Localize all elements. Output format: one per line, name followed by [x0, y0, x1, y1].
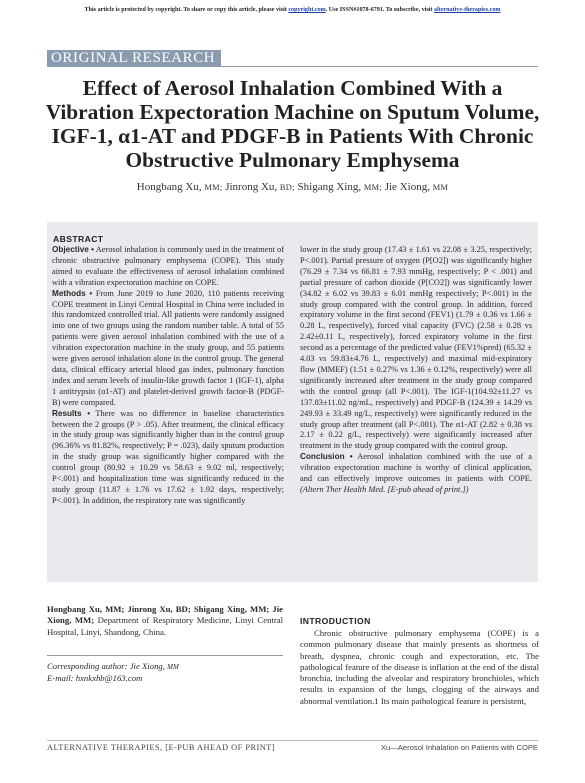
introduction-heading: INTRODUCTION	[300, 616, 371, 626]
results-text: There was no difference in baseline characteristics between the 2 groups (P > .05). After treatment, the clinical efficacy in the study group was significantly higher than in the control group (96.36% vs 81.82%, respectively; P = .023), daily sputum production in the study group was significantly higher compared with the control group (80.92 ± 10.29 vs 58.63 ± 9.02 ml, respectively; P<.001) and hospitalization time was significantly reduced in the study group (11.87 ± 1.76 vs 17.62 ± 1.92 days, respectively; P<.001). In addition, the respiratory rate was significantly	[52, 408, 285, 505]
abstract-conclusion	[300, 452, 532, 496]
citation: (Altern Ther Health Med. [E-pub ahead of print.])	[300, 484, 469, 494]
methods-label: Methods •	[52, 288, 93, 298]
abstract-results-continued: lower in the study group (17.43 ± 1.61 vs 22.08 ± 3.25, respectively; P<.001). Partial pressure of oxygen (P[O2]) was significantly higher (76.29 ± 7.34 vs 66.81 ± 7.93 mmHg, respectively; P < .001) and partial pressure of carbon dioxide (P[CO2]) was significantly lower (34.82 ± 6.02 vs 39.83 ± 6.01 mmHg respectively; P<.001) in the study group compared with the control group. In addition, forced expiratory volume in the first second (FEV1) (1.79 ± 0.36 vs 1.66 ± 0.28 L, respectively), forced vital capacity (FVC) (2.58 ± 0.28 vs 2.42±0.11 L, respectively), forced expiratory volume in the first second as a percentage of the predicted value (FEV1%pred) (65.32 ± 4.03 vs 59.83±4.76 L, respectively) and maximal mid-expiratory flow (MMEF) (1.51 ± 0.27% vs 1.36 ± 0.12%, respectively) were all significantly increased after treatment in the study group compared with the control group (all P<.001). The IGF-1(104.92±11.27 vs 137.83±11.02 ng/mL, respectively) and PDGF-B (124.39 ± 14.29 vs 249.93 ± 33.49 ng/L, respectively) were significantly reduced in the study group after treatment (all P<.001). The α1-AT (2.82 ± 0.38 vs 2.17 ± 0.22 g/L, respectively) were significantly increased after treatment in the study group compared with the control group.	[300, 245, 532, 451]
section-label: ORIGINAL RESEARCH	[47, 50, 221, 67]
corresponding-name: Jie Xiong,	[129, 661, 165, 671]
affiliation-text: Department of Respiratory Medicine, Linyi Central Hospital, Linyi, Shandong, China.	[47, 615, 283, 637]
abstract-objective	[52, 245, 284, 289]
author-name: Hongbang Xu,	[136, 181, 202, 193]
copyright-banner	[0, 7, 585, 13]
corresponding-author	[47, 661, 283, 673]
article-title: Effect of Aerosol Inhalation Combined With a Vibration Expectoration Machine on Sputum Volume, IGF-1, α1-AT and PDGF-B in Patients With Chronic Obstructive Pulmonary Emphysema	[45, 76, 540, 172]
author-degree: BD;	[279, 183, 295, 192]
results-label: Results •	[52, 408, 91, 418]
objective-label: Objective •	[52, 245, 95, 254]
author-degree: MM;	[363, 183, 382, 192]
author-line	[0, 181, 585, 193]
banner-text: This article is protected by copyright. To share or copy this article, please visit	[84, 7, 287, 13]
corresponding-label: Corresponding author:	[47, 661, 128, 671]
abstract-column-right	[300, 245, 532, 496]
corresponding-degree: MM	[167, 663, 179, 671]
copyright-link[interactable]: copyright.com	[288, 7, 326, 13]
conclusion-label: Conclusion •	[300, 452, 353, 462]
author-degree: MM;	[204, 183, 223, 192]
abstract-methods	[52, 289, 284, 409]
introduction-text: Chronic obstructive pulmonary emphysema (COPE) is a common pulmonary disease that mainly presents as shortness of breath, dyspnea, chronic cough and expectoration, etc. The pathological feature of the disease is inflation at the end of the distal bronchia, including the alveolar and respiratory bronchioles, which results in expansion of the lungs, clogging of the airways and abnormal ventilation.1 Its main pathological feature is persistent,	[300, 628, 539, 706]
author-degree: MM	[432, 183, 449, 192]
banner-text-2: . Use ISSN#1078-6791. To subscribe, visit	[325, 7, 433, 13]
objective-text: Aerosol inhalation is commonly used in the treatment of chronic obstructive pulmonary emphysema (COPE). This study aimed to evaluate the effectiveness of aerosol inhalation combined with a vibration expectoration machine on COPE.	[52, 245, 284, 287]
footer-journal: ALTERNATIVE THERAPIES, [E-PUB AHEAD OF PRINT]	[47, 743, 276, 752]
abstract-column-left	[52, 245, 284, 507]
abstract-results	[52, 409, 284, 507]
affiliation	[47, 604, 283, 638]
author-name: Jinrong Xu,	[225, 181, 278, 193]
footer-rule	[47, 740, 538, 741]
correspondence	[47, 661, 283, 684]
affiliation-divider	[47, 655, 283, 656]
subscribe-link[interactable]: alternative-therapies.com	[433, 7, 501, 13]
corresponding-email: E-mail: hxnkxhb@163.com	[47, 673, 143, 684]
abstract-heading: ABSTRACT	[53, 234, 104, 244]
footer-running-head: Xu—Aerosol Inhalation on Patients with COPE	[380, 743, 538, 752]
affiliation-authors: Hongbang Xu, MM; Jinrong Xu, BD; Shigang Xing, MM; Jie Xiong, MM;	[47, 604, 283, 626]
section-rule	[47, 66, 538, 67]
author-name: Jie Xiong,	[384, 181, 430, 193]
author-name: Shigang Xing,	[297, 181, 362, 193]
conclusion-text: Aerosol inhalation combined with the use of a vibration expectoration machine is worthy of clinical application, and can effectively improve outcomes in patients with COPE.	[300, 452, 532, 484]
methods-text: From June 2019 to June 2020, 110 patients receiving COPE treatment in Linyi Central Hospital in China were included in this randomized controlled trial. All patients were randomly assigned into one of two groups using the random number table. A total of 55 patients were given aerosol inhalation combined with the use of a vibration expectoration machine in the study group, and 55 patients were given aerosol inhalation alone in the control group. The general data, clinical efficacy arterial blood gas index, pulmonary function index and serum levels of insulin-like growth factor 1 (IGF-1), alpha 1 antitrypsin (α1-AT) and platelet-derived growth factor-B (PDGF-B) were compared.	[52, 288, 284, 407]
